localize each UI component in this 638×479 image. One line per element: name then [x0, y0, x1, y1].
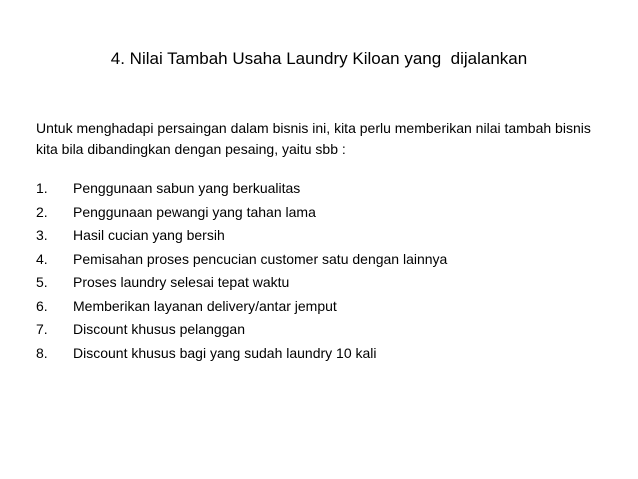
list-item-text: Penggunaan pewangi yang tahan lama	[73, 203, 316, 220]
list-item-number: 6.	[36, 297, 48, 314]
list-item	[36, 202, 616, 226]
list-item	[36, 272, 616, 296]
list-item-number: 4.	[36, 250, 48, 267]
list-item-number: 1.	[36, 180, 48, 196]
list-item-text: Memberikan layanan delivery/antar jemput	[73, 297, 337, 314]
list-item-text: Pemisahan proses pencucian customer satu dengan lainnya	[73, 250, 448, 267]
list-item	[36, 249, 616, 273]
list-item-text: Discount khusus bagi yang sudah laundry 10 kali	[73, 344, 377, 361]
list-item	[36, 225, 616, 249]
list-item-text: Proses laundry selesai tepat waktu	[73, 274, 290, 290]
list-item-number: 7.	[36, 321, 48, 337]
list-item	[36, 296, 616, 320]
list-item-text: Hasil cucian yang bersih	[73, 227, 225, 243]
intro-paragraph: Untuk menghadapi persaingan dalam bisnis ini, kita perlu memberikan nilai tambah bisnis kita bila dibandingkan dengan pesaing, yaitu sbb :	[36, 120, 591, 157]
list-item	[36, 178, 616, 202]
list-item-number: 3.	[36, 227, 48, 243]
slide-title: 4. Nilai Tambah Usaha Laundry Kiloan yang dijalankan	[110, 49, 528, 68]
list-item-number: 8.	[36, 344, 48, 361]
list-item-number: 2.	[36, 203, 48, 220]
value-added-list	[36, 178, 616, 366]
list-item-text: Discount khusus pelanggan	[73, 321, 246, 337]
list-item	[36, 319, 616, 343]
list-item	[36, 343, 616, 367]
list-item-text: Penggunaan sabun yang berkualitas	[73, 180, 301, 196]
list-item-number: 5.	[36, 274, 48, 290]
